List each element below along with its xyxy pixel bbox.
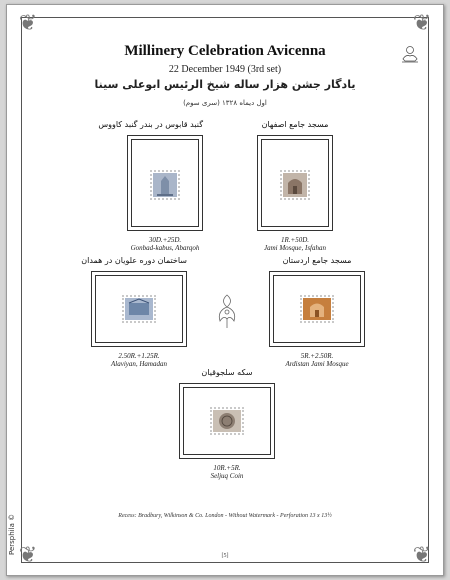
stamp-persian-label: ساختمان دوره علویان در همدان [81, 256, 187, 265]
page-subtitle: 22 December 1949 (3rd set) [168, 64, 282, 75]
stamp-caption: 10R.+5R. Seljuq Coin [210, 464, 244, 480]
stamp-slot-jami[interactable] [257, 120, 333, 252]
floral-corner-icon: ❦ [412, 11, 432, 36]
page-title: Millinery Celebration Avicenna [124, 43, 326, 59]
copyright-side-mark: Persphila © [8, 513, 16, 555]
stamp-slot-ardistan[interactable] [269, 256, 365, 368]
stamp-persian-label: سکه سلجوقیان [201, 368, 253, 377]
stamp-image-avicenna [122, 295, 156, 323]
persian-subtitle: اول دیماه ۱۳۲۸ (سری سوم) [183, 99, 267, 107]
stamp-image-gonbad [150, 170, 180, 200]
floral-corner-icon: ❦ [18, 11, 38, 36]
floral-corner-icon: ❦ [18, 543, 38, 568]
stamp-caption: 30D.+25D. Gonbad-kabus, Abarqoh [130, 236, 200, 252]
page-number: [5] [221, 553, 229, 559]
stamp-caption: 5R.+2.50R. Ardistan Jami Mosque [285, 352, 349, 368]
stamp-slot-coin[interactable] [179, 368, 275, 480]
stamp-image-coin [210, 407, 244, 435]
stamp-persian-label: مسجد جامع اصفهان [261, 120, 329, 129]
central-floral-ornament-icon [212, 291, 242, 331]
stamp-persian-label: گنبد قابوس در بندر گنبد کاووس [98, 120, 203, 129]
printer-info: Recess: Bradbury, Wilkinson & Co. London - Without Watermark - Perforation 13 x 13½ [118, 513, 332, 519]
stamp-slot-avicenna[interactable] [81, 256, 187, 368]
stamp-caption: 1R.+50D. Jami Mosque, Isfahan [263, 236, 327, 252]
stamp-slot-gonbad[interactable] [98, 120, 203, 252]
stamp-image-ardistan [300, 295, 334, 323]
stamp-caption: 2.50R.+1.25R. Alaviyan, Hamadan [111, 352, 167, 368]
album-page [6, 4, 444, 576]
stamp-persian-label: مسجد جامع اردستان [282, 256, 352, 265]
floral-corner-icon: ❦ [412, 543, 432, 568]
stamp-image-jami [280, 170, 310, 200]
persian-title: یادگار جشن هزار ساله شیخ الرئیس ابوعلی سینا [94, 78, 356, 91]
